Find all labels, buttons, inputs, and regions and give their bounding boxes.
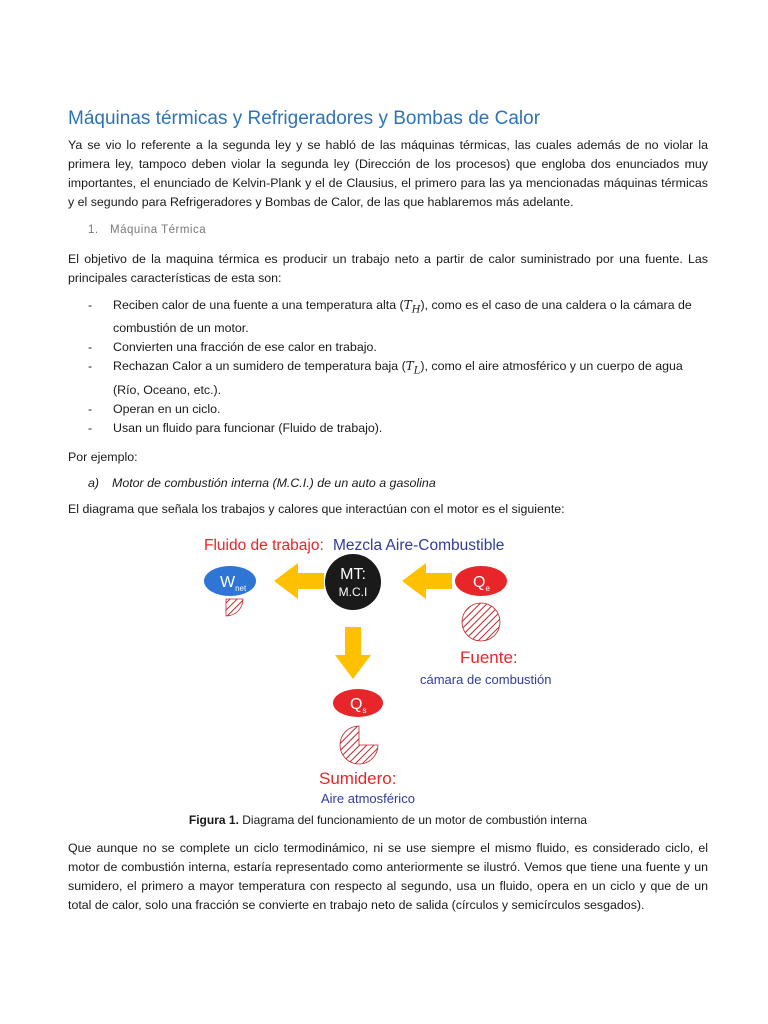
qe-hatched-circle (462, 603, 500, 641)
list-dash: - (88, 298, 93, 312)
engine-label-line1: MT: (340, 565, 366, 583)
wnet-hatched-quarter (226, 599, 243, 616)
intro-paragraph: Ya se vio lo referente a la segunda ley y se habló de las máquinas térmicas, las cuales además de no violar la primera ley, tampoco deben violar la segunda ley (Dirección de los procesos) que engloba dos enunciados muy importantes, el enunciado de Kelvin-Plank y el de Clausius, el primero para las ya mencionadas máquinas térmicas y el segundo para Refrigeradores y Bombas de Calor, de las que hablaremos más adelante. (68, 138, 708, 209)
arrow-center-to-qs (335, 627, 371, 679)
caption-number: Figura 1. (188, 812, 239, 827)
caption-text: Diagrama del funcionamiento de un motor de combustión interna (238, 812, 588, 827)
objective-paragraph: El objetivo de la maquina térmica es producir un trabajo neto a partir de calor suministrado por una fuente. Las principales características de esta son: (68, 252, 708, 285)
list-dash: - (88, 340, 93, 355)
list-item: - Convierten una fracción de ese calor en trabajo. (68, 338, 708, 357)
list-item: - Rechazan Calor a un sumidero de temperatura baja $(T_L)$, como el aire atmosférico y un cuerpo de agua (Río, Oceano, etc.). (88, 359, 683, 397)
list-item: - Reciben calor de una fuente a una temperatura alta $(T_H)$, como es el caso de una caldera o la cámara de combustión de un motor. (88, 298, 692, 336)
page-title: Máquinas térmicas y Refrigeradores y Bombas de Calor (68, 108, 541, 129)
arrow-qe-to-center (402, 563, 452, 599)
list-item: - Operan en un ciclo. (68, 400, 708, 419)
arrow-center-to-wnet (274, 563, 324, 599)
closing-paragraph: Que aunque no se complete un ciclo termodinámico, ni se use siempre el mismo fluido, es considerado ciclo, el motor de combustión interna, estaría representado como anteriormente se ilustró. Vemos que tiene una fuente y un sumidero, el primero a mayor temperatura con respecto al segundo, usa un fluido, opera en un ciclo y que de un total de calor, solo una fracción se convierte en trabajo neto de salida (círculos y semicírculos sesgados). (68, 840, 708, 912)
example-label: Por ejemplo: (68, 449, 138, 464)
qe-label: $Q_e$ (473, 573, 490, 593)
qs-hatched-partial (340, 726, 378, 764)
wnet-label: $W_{net}$ (220, 573, 247, 593)
list-item: - Usan un fluido para funcionar (Fluido de trabajo). (68, 419, 708, 438)
section-title: Máquina Térmica (110, 224, 207, 236)
engine-diagram-svg (68, 527, 708, 806)
diagram-intro: El diagrama que señala los trabajos y calores que interactúan con el motor es el siguiente: (68, 501, 565, 516)
list-dash: - (88, 401, 93, 416)
document-page (68, 108, 708, 915)
source-label: Fuente: (460, 647, 518, 667)
fluid-label: Fluido de trabajo: (204, 536, 324, 554)
source-desc: cámara de combustión (420, 671, 552, 687)
fluid-value: Mezcla Aire-Combustible (333, 536, 505, 554)
characteristics-list (68, 296, 708, 438)
engine-label-line2: M.C.I (338, 584, 368, 599)
list-dash: - (88, 359, 93, 374)
engine-diagram (68, 527, 708, 806)
math-tl: $T_L$ (405, 359, 421, 377)
math-th: $T_H$ (403, 298, 421, 316)
sink-desc: Aire atmosférico (321, 790, 415, 806)
figure-caption (68, 813, 708, 827)
section-heading (88, 224, 708, 236)
sink-label: Sumidero: (319, 768, 397, 788)
list-dash: - (88, 420, 93, 435)
section-number: 1. (88, 224, 99, 236)
example-item: a) Motor de combustión interna (M.C.I.) de un auto a gasolina (88, 475, 436, 490)
qs-label: $Q_s$ (350, 695, 367, 715)
